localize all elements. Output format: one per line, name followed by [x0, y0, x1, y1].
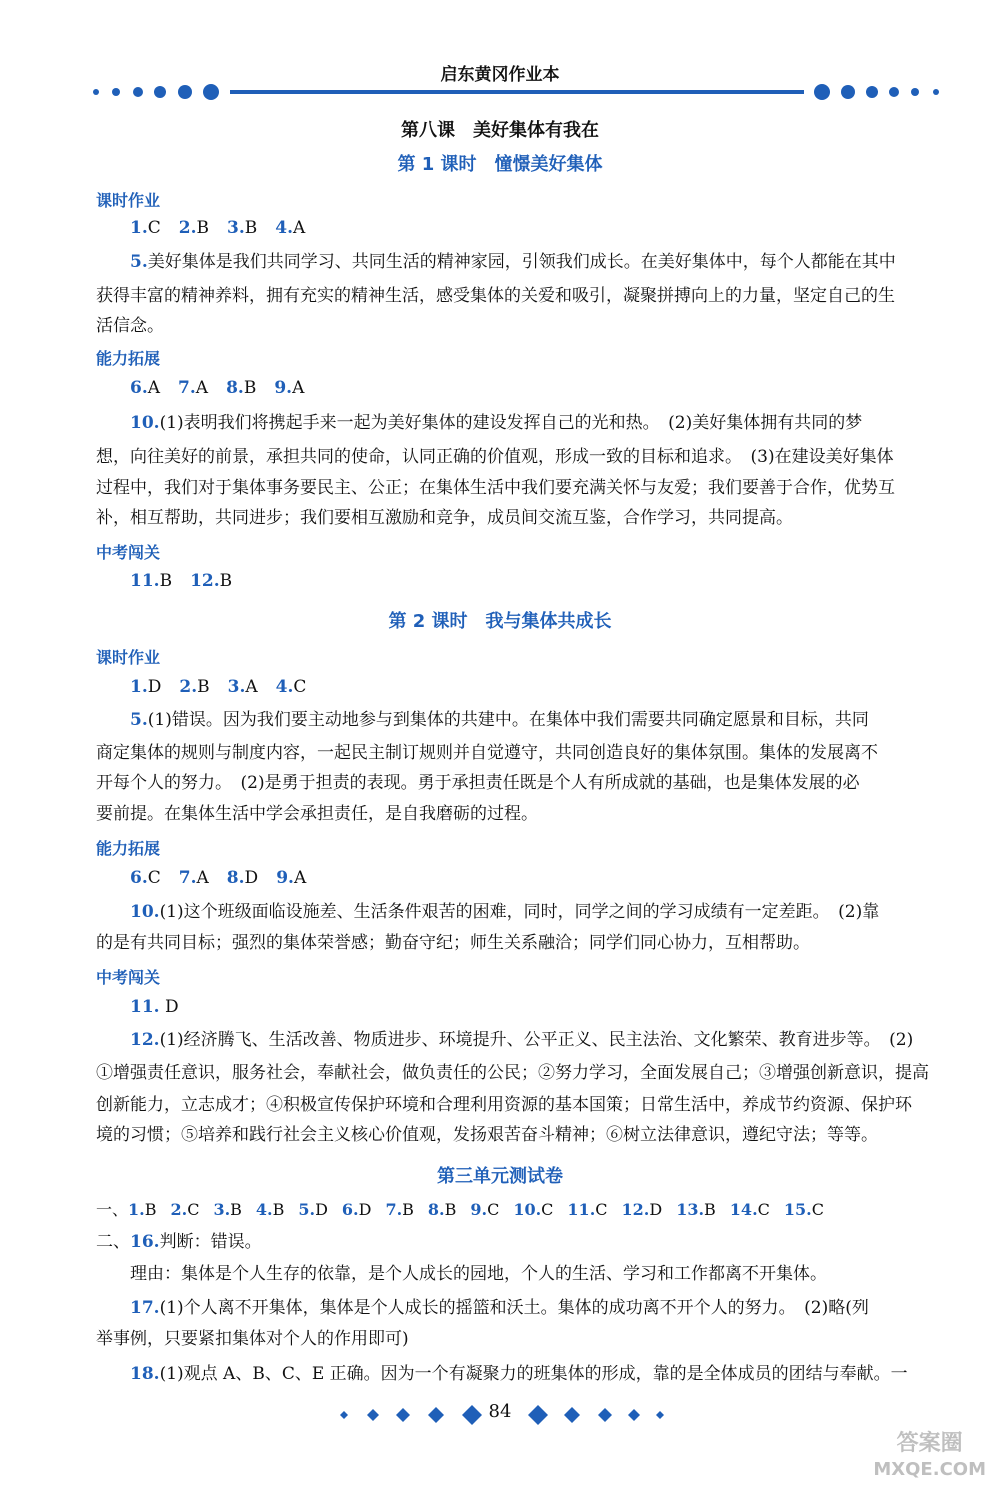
answer-item — [622, 1200, 663, 1219]
answer-item — [275, 218, 305, 238]
answer-item — [470, 1200, 499, 1219]
watermark-logo — [873, 1431, 986, 1483]
answer-letter: D — [315, 1200, 328, 1219]
answer-number: 2. — [170, 1200, 188, 1219]
part2-q12-line3: 创新能力，立志成才；④积极宣传保护环境和合理利用资源的基本国策；日常生活中，养成节约资源、保护环 — [96, 1095, 912, 1115]
part2-q12-line1: 12.(1)经济腾飞、生活改善、物质进步、环境提升、公平正义、民主法治、文化繁荣、教育进步等。 (2) — [130, 1030, 914, 1050]
part2-answers-row1 — [130, 670, 976, 704]
answer-number: 4. — [275, 677, 294, 697]
part2-q12-line4: 境的习惯；⑤培养和践行社会主义核心价值观，发扬艰苦奋斗精神；⑥树立法律意识，遵纪守法；等等。 — [96, 1125, 878, 1145]
part1-q10-line4: 补，相互帮助，共同进步；我们要相互激励和竞争，成员间交流互鉴，合作学习，共同提高。 — [96, 508, 793, 528]
answer-letter: B — [219, 571, 233, 591]
answer-letter: A — [292, 378, 305, 398]
answer-number: 6. — [341, 1200, 359, 1219]
answer-number: 3. — [227, 677, 246, 697]
answer-item — [226, 378, 256, 398]
answer-number: 6. — [130, 378, 148, 398]
watermark-text: 答案圈 — [896, 1431, 963, 1456]
answer-number: 1. — [128, 1200, 145, 1219]
part1-answers-row3 — [130, 564, 976, 598]
answer-letter: B — [230, 1200, 242, 1219]
answer-number: 2. — [178, 218, 197, 238]
part1-q5-line3: 活信念。 — [96, 316, 164, 336]
answer-number: 12. — [190, 571, 220, 591]
answer-letter: B — [144, 1200, 157, 1219]
book-title: 启东黄冈作业本 — [440, 65, 560, 85]
part1-answers-row1 — [130, 211, 976, 245]
part2-q5-line1: 5.(1)错误。因为我们要主动地参与到集体的共建中。在集体中我们需要共同确定愿景和目标，共同 — [130, 710, 869, 730]
answer-item — [170, 1200, 199, 1219]
answer-letter: C — [541, 1200, 554, 1219]
answer-item — [676, 1200, 716, 1219]
answer-letter: A — [196, 868, 209, 888]
answer-item — [256, 1200, 284, 1219]
answer-item — [513, 1200, 553, 1219]
part2-q11: 11. D — [130, 997, 179, 1017]
part1-answers-row2 — [130, 371, 976, 405]
answer-number: 9. — [274, 378, 293, 398]
unit-test-q16: 二、16.判断：错误。 — [96, 1232, 262, 1252]
unit-test-q17-line1: 17.(1)个人离不开集体，集体是个人成长的摇篮和沃土。集体的成功离不开个人的努力。 (2)略(列 — [130, 1298, 869, 1318]
answer-letter: C — [187, 1200, 200, 1219]
answer-item — [128, 1200, 156, 1219]
part2-q10-line2: 的是有共同目标；强烈的集体荣誉感；勤奋守纪；师生关系融洽；同学们同心协力，互相帮助。 — [96, 933, 810, 953]
answer-item — [130, 218, 161, 238]
answer-item — [227, 868, 258, 888]
answer-number: 7. — [385, 1200, 403, 1219]
unit-test-title: 第三单元测试卷 — [437, 1166, 563, 1187]
answer-letter: C — [487, 1200, 500, 1219]
answer-number: 4. — [255, 1200, 273, 1219]
answer-number: 8. — [226, 378, 244, 398]
answer-letter: B — [272, 1200, 285, 1219]
unit-test-q18-line1: 18.(1)观点 A、B、C、E 正确。因为一个有凝聚力的班集体的形成，靠的是全体成员的团结与奉献。一 — [130, 1364, 908, 1384]
unit-test-q17-line2: 举事例，只要紧扣集体对个人的作用即可) — [96, 1329, 409, 1349]
part2-q10-line1: 10.(1)这个班级面临设施差、生活条件艰苦的困难，同时，同学之间的学习成绩有一定差距。 (2)靠 — [130, 902, 880, 922]
part2-q5-line3: 开每个人的努力。 (2)是勇于担责的表现。勇于承担责任既是个人有所成就的基础，也是集体发展的必 — [96, 773, 860, 793]
part1-section-exam: 中考闯关 — [96, 543, 161, 562]
watermark-url: MXQE.COM — [873, 1459, 986, 1480]
answer-letter: B — [196, 218, 210, 238]
answer-item — [130, 571, 172, 591]
answer-item — [130, 378, 160, 398]
answer-item — [385, 1200, 413, 1219]
answer-letter: B — [704, 1200, 716, 1219]
answer-number: 5. — [298, 1200, 316, 1219]
answer-item — [190, 571, 232, 591]
part1-q5-line2: 获得丰富的精神养料，拥有充实的精神生活，感受集体的关爱和吸引，凝聚拼搏向上的力量，坚定自己的生 — [96, 286, 895, 306]
answer-item — [178, 378, 208, 398]
answer-letter: B — [197, 677, 210, 697]
answer-number: 4. — [275, 218, 294, 238]
answer-number: 13. — [676, 1200, 705, 1219]
part2-section-exam: 中考闯关 — [96, 968, 161, 987]
answer-number: 11. — [567, 1200, 596, 1219]
part2-title: 第 2 课时 我与集体共成长 — [388, 611, 612, 632]
part1-q10-line2: 想，向往美好的前景，承担共同的使命，认同正确的价值观，形成一致的目标和追求。 (3)在建设美好集体 — [96, 447, 894, 467]
answer-letter: C — [595, 1200, 608, 1219]
answer-letter: C — [757, 1200, 770, 1219]
part2-section-homework: 课时作业 — [96, 648, 161, 667]
answer-number: 11. — [130, 571, 160, 591]
answer-letter: B — [159, 571, 173, 591]
answer-letter: C — [147, 218, 161, 238]
answer-letter: B — [402, 1200, 414, 1219]
answer-number: 2. — [179, 677, 198, 697]
answer-letter: C — [293, 677, 307, 697]
answer-item — [130, 868, 161, 888]
answer-letter: B — [243, 378, 257, 398]
answer-item — [276, 677, 307, 697]
answer-item — [784, 1200, 824, 1219]
answer-item — [567, 1200, 607, 1219]
lesson-title: 第八课 美好集体有我在 — [401, 120, 599, 141]
unit-test-choice-answers: 一、1.B 2.C 3.B 4.B 5.D 6.D 7.B 8.B 9.C 10.C 11.C 12.D 13.B 14.C 15.C — [96, 1200, 824, 1219]
answer-letter: A — [293, 868, 307, 888]
answer-item — [274, 378, 304, 398]
answer-letter: B — [244, 218, 258, 238]
part2-q5-line4: 要前提。在集体生活中学会承担责任，是自我磨砺的过程。 — [96, 804, 538, 824]
answer-letter: A — [147, 378, 161, 398]
answer-number: 3. — [227, 218, 245, 238]
answer-item — [130, 677, 161, 697]
answer-number: 1. — [130, 677, 148, 697]
answer-number: 12. — [621, 1200, 650, 1219]
part1-q10-line3: 过程中，我们对于集体事务要民主、公正；在集体生活中我们要充满关怀与友爱；我们要善于合作，优势互 — [96, 478, 895, 498]
answer-item — [730, 1200, 770, 1219]
answer-number: 8. — [427, 1200, 445, 1219]
answer-letter: D — [649, 1200, 663, 1219]
answer-item — [179, 218, 209, 238]
part2-section-extension: 能力拓展 — [96, 839, 161, 858]
answer-item — [276, 868, 306, 888]
part1-q10-line1: 10.(1)表明我们将携起手来一起为美好集体的建设发挥自己的光和热。 (2)美好集体拥有共同的梦 — [130, 413, 863, 433]
part1-title: 第 1 课时 憧憬美好集体 — [397, 154, 603, 175]
answer-number: 8. — [226, 868, 245, 888]
answer-item — [298, 1200, 328, 1219]
answer-item — [228, 677, 258, 697]
answer-item — [179, 677, 209, 697]
part1-section-extension: 能力拓展 — [96, 349, 161, 368]
answer-letter: B — [444, 1200, 457, 1219]
unit-test-q16-reason: 理由：集体是个人生存的依靠，是个人成长的园地，个人的生活、学习和工作都离不开集体。 — [130, 1264, 827, 1284]
answer-letter: A — [293, 218, 306, 238]
answer-item — [342, 1200, 372, 1219]
answer-item — [227, 218, 257, 238]
answer-number: 6. — [130, 868, 148, 888]
answer-number: 7. — [178, 868, 197, 888]
answer-number: 10. — [513, 1200, 542, 1219]
part2-q12-line2: ①增强责任意识，服务社会，奉献社会，做负责任的公民；②努力学习，全面发展自己；③增强创新意识，提高 — [96, 1063, 929, 1083]
page-number: 84 — [488, 1401, 512, 1422]
answer-letter: D — [358, 1200, 372, 1219]
answer-number: 9. — [276, 868, 294, 888]
answer-number: 14. — [729, 1200, 758, 1219]
answer-item — [428, 1200, 456, 1219]
answer-letter: A — [195, 378, 209, 398]
answer-letter: A — [245, 677, 258, 697]
part1-section-homework: 课时作业 — [96, 191, 161, 210]
answer-letter: C — [147, 868, 161, 888]
answer-number: 1. — [130, 218, 148, 238]
answer-item — [213, 1200, 241, 1219]
part1-q5-line1: 5.美好集体是我们共同学习、共同生活的精神家园，引领我们成长。在美好集体中，每个人都能在其中 — [130, 252, 896, 272]
answer-item — [179, 868, 209, 888]
answer-number: 15. — [783, 1200, 812, 1219]
answer-number: 3. — [213, 1200, 231, 1219]
answer-number: 9. — [470, 1200, 488, 1219]
answer-number: 7. — [178, 378, 196, 398]
part2-q5-line2: 商定集体的规则与制度内容，一起民主制订规则并自觉遵守，共同创造良好的集体氛围。集体的发展离不 — [96, 743, 878, 763]
answer-letter: D — [244, 868, 259, 888]
answer-letter: C — [811, 1200, 824, 1219]
answer-letter: D — [147, 677, 162, 697]
part2-answers-row2 — [130, 861, 976, 895]
